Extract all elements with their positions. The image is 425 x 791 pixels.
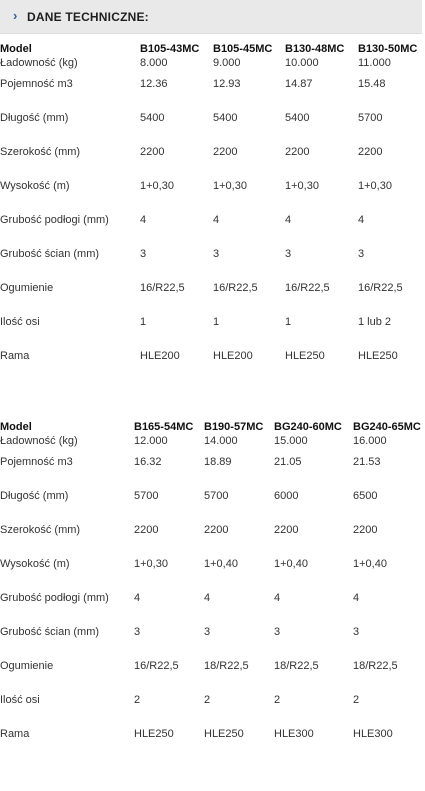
model-name: B190-57MC [204,421,264,433]
spec-table-1 [0,43,422,384]
table-cell: 2200 [140,146,165,158]
table-cell: HLE250 [204,728,244,740]
table-row [0,626,425,660]
table-cell: 3 [204,626,211,638]
row-label: Grubość podłogi (mm) [0,214,109,226]
table-cell: 4 [213,214,220,226]
row-label: Ogumienie [0,282,54,294]
row-label: Grubość ścian (mm) [0,626,100,638]
chevron-right-icon: › [13,8,18,23]
spec-table-2 [0,421,425,762]
table-cell: 18/R22,5 [204,660,249,672]
table-cell: 12.000 [134,435,168,447]
row-label: Pojemność m3 [0,78,73,90]
table-row [0,180,422,214]
table-row [0,558,425,592]
row-label: Długość (mm) [0,112,69,124]
table-cell: 4 [140,214,147,226]
table-cell: 5400 [140,112,165,124]
table-cell: HLE250 [285,350,325,362]
table-cell: 2200 [204,524,229,536]
model-name: B105-43MC [140,43,200,55]
row-label: Grubość podłogi (mm) [0,592,109,604]
table-row [0,660,425,694]
table-cell: 21.53 [353,456,381,468]
table-cell: 4 [353,592,360,604]
table-cell: 3 [140,248,147,260]
table-cell: 18.89 [204,456,232,468]
table-cell: 16/R22,5 [134,660,179,672]
model-name: B130-48MC [285,43,345,55]
table-cell: 3 [358,248,365,260]
row-label: Ładowność (kg) [0,57,78,69]
table-cell: 6500 [353,490,378,502]
row-label: Długość (mm) [0,490,69,502]
row-label: Wysokość (m) [0,558,70,570]
table-cell: 16/R22,5 [140,282,185,294]
table-cell: 9.000 [213,57,241,69]
table-cell: 3 [274,626,281,638]
table-row [0,592,425,626]
table-row [0,78,422,112]
table-cell: HLE300 [353,728,393,740]
row-label: Grubość ścian (mm) [0,248,100,260]
row-label: Wysokość (m) [0,180,70,192]
row-label: Ogumienie [0,660,54,672]
table-cell: 1 [285,316,292,328]
table-row [0,316,422,350]
table-row [0,728,425,762]
table-cell: 1+0,40 [204,558,238,570]
table-cell: 11.000 [358,57,391,69]
table-cell: 1+0,30 [358,180,392,192]
table-header-row [0,43,422,57]
table-cell: 3 [134,626,141,638]
table-cell: 8.000 [140,57,168,69]
row-label: Ilość osi [0,316,40,328]
table-row [0,694,425,728]
table-cell: 1 lub 2 [358,316,392,328]
table-cell: HLE250 [358,350,398,362]
table-row [0,524,425,558]
table-cell: 1 [140,316,147,328]
table-cell: 14.87 [285,78,313,90]
table-cell: 16/R22,5 [285,282,330,294]
table-cell: 2200 [274,524,299,536]
table-cell: 5700 [204,490,229,502]
row-label: Pojemność m3 [0,456,73,468]
table-cell: 2200 [285,146,310,158]
table-cell: 1 [213,316,220,328]
table-cell: 1+0,40 [274,558,308,570]
table-cell: 4 [285,214,292,226]
table-cell: 1+0,30 [140,180,174,192]
table-cell: 5700 [358,112,383,124]
table-header-row [0,421,425,435]
table-cell: HLE300 [274,728,314,740]
table-cell: 3 [285,248,292,260]
row-label: Rama [0,728,30,740]
table-cell: 16/R22,5 [213,282,258,294]
table-cell: 16.32 [134,456,162,468]
section-header [0,0,422,34]
table-cell: 3 [213,248,220,260]
table-cell: 10.000 [285,57,319,69]
table-cell: 2200 [353,524,378,536]
table-cell: 12.93 [213,78,241,90]
table-cell: HLE200 [140,350,180,362]
table-cell: 2 [353,694,360,706]
table-row [0,214,422,248]
table-cell: 2200 [134,524,159,536]
model-name: B165-54MC [134,421,194,433]
table-row [0,112,422,146]
table-cell: 2 [204,694,211,706]
row-label: Szerokość (mm) [0,524,81,536]
table-cell: 16.000 [353,435,387,447]
table-cell: 16/R22,5 [358,282,403,294]
table-cell: 3 [353,626,360,638]
model-header-label: Model [0,421,32,433]
row-label: Rama [0,350,30,362]
table-cell: 5400 [285,112,310,124]
table-cell: 1+0,30 [285,180,319,192]
model-name: BG240-65MC [353,421,421,433]
table-cell: 15.48 [358,78,386,90]
table-cell: 12.36 [140,78,168,90]
table-cell: 1+0,30 [213,180,247,192]
row-label: Ładowność (kg) [0,435,78,447]
model-header-label: Model [0,43,32,55]
table-cell: 2200 [358,146,383,158]
table-cell: 5700 [134,490,159,502]
section-title: DANE TECHNICZNE: [27,10,149,24]
table-cell: 6000 [274,490,299,502]
table-cell: 1+0,40 [353,558,387,570]
model-name: B105-45MC [213,43,273,55]
table-row [0,435,425,456]
table-cell: 18/R22,5 [274,660,319,672]
table-cell: 21.05 [274,456,302,468]
table-cell: 18/R22,5 [353,660,398,672]
table-cell: 5400 [213,112,238,124]
table-cell: 4 [274,592,281,604]
table-cell: 2 [134,694,141,706]
model-name: BG240-60MC [274,421,342,433]
table-cell: 14.000 [204,435,238,447]
table-cell: 15.000 [274,435,308,447]
table-row [0,490,425,524]
table-cell: HLE200 [213,350,253,362]
model-name: B130-50MC [358,43,418,55]
table-row [0,456,425,490]
table-row [0,282,422,316]
table-row [0,146,422,180]
table-cell: 4 [204,592,211,604]
row-label: Szerokość (mm) [0,146,81,158]
table-cell: 1+0,30 [134,558,168,570]
table-cell: 2 [274,694,281,706]
table-cell: 2200 [213,146,238,158]
table-row [0,350,422,384]
table-cell: HLE250 [134,728,174,740]
table-cell: 4 [358,214,365,226]
row-label: Ilość osi [0,694,40,706]
table-cell: 4 [134,592,141,604]
table-row [0,57,422,78]
table-row [0,248,422,282]
